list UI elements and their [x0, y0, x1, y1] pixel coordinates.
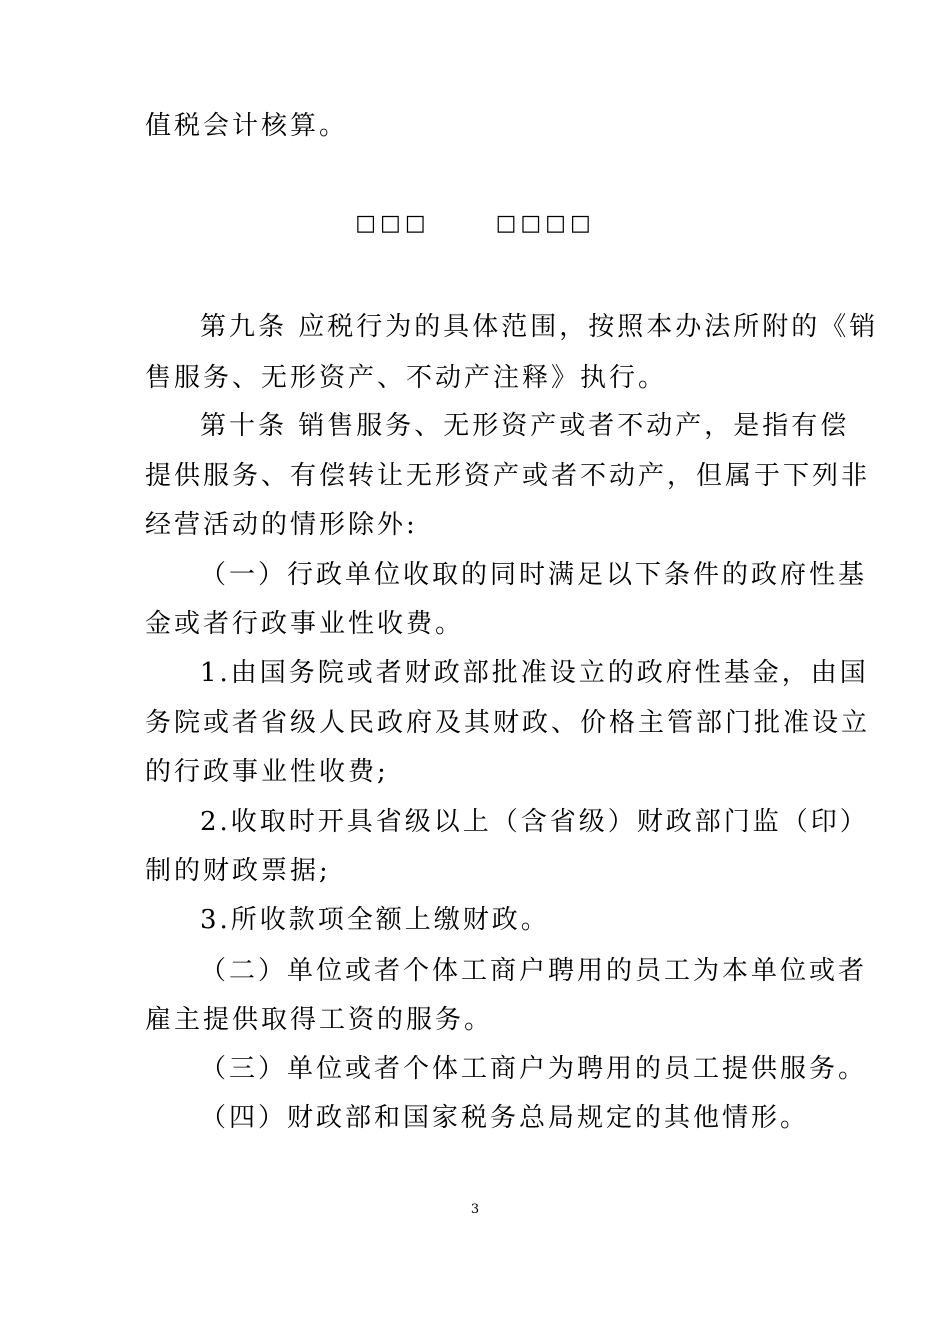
article-9-line-2: 售服务、无形资产、不动产注释》执行。 — [145, 363, 668, 393]
clause-1-line-1: （一）行政单位收取的同时满足以下条件的政府性基 — [200, 560, 868, 590]
item-1-line-1: 1.由国务院或者财政部批准设立的政府性基金，由国 — [200, 658, 869, 688]
item-3-line-1: 3.所收款项全额上缴财政。 — [200, 905, 550, 935]
chapter-heading: □□□ □□□□ — [355, 211, 595, 236]
text-line: 值税会计核算。 — [145, 111, 349, 141]
clause-4-line-1: （四）财政部和国家税务总局规定的其他情形。 — [200, 1103, 810, 1133]
item-2-line-1: 2.收取时开具省级以上（含省级）财政部门监（印） — [200, 807, 869, 837]
item-2-line-2: 制的财政票据; — [145, 856, 331, 886]
clause-1-line-2: 金或者行政事业性收费。 — [145, 609, 465, 639]
item-1-line-3: 的行政事业性收费; — [145, 757, 389, 787]
article-9-line-1: 第九条 应税行为的具体范围，按照本办法所附的《销 — [200, 312, 879, 342]
page-number: 3 — [470, 1202, 480, 1217]
clause-2-line-2: 雇主提供取得工资的服务。 — [145, 1005, 494, 1035]
clause-2-line-1: （二）单位或者个体工商户聘用的员工为本单位或者 — [200, 956, 868, 986]
article-10-line-2: 提供服务、有偿转让无形资产或者不动产，但属于下列非 — [145, 461, 871, 491]
clause-3-line-1: （三）单位或者个体工商户为聘用的员工提供服务。 — [200, 1054, 868, 1084]
item-1-line-2: 务院或者省级人民政府及其财政、价格主管部门批准设立 — [145, 708, 871, 738]
article-10-line-1: 第十条 销售服务、无形资产或者不动产，是指有偿 — [200, 411, 850, 441]
article-10-line-3: 经营活动的情形除外: — [145, 510, 418, 540]
